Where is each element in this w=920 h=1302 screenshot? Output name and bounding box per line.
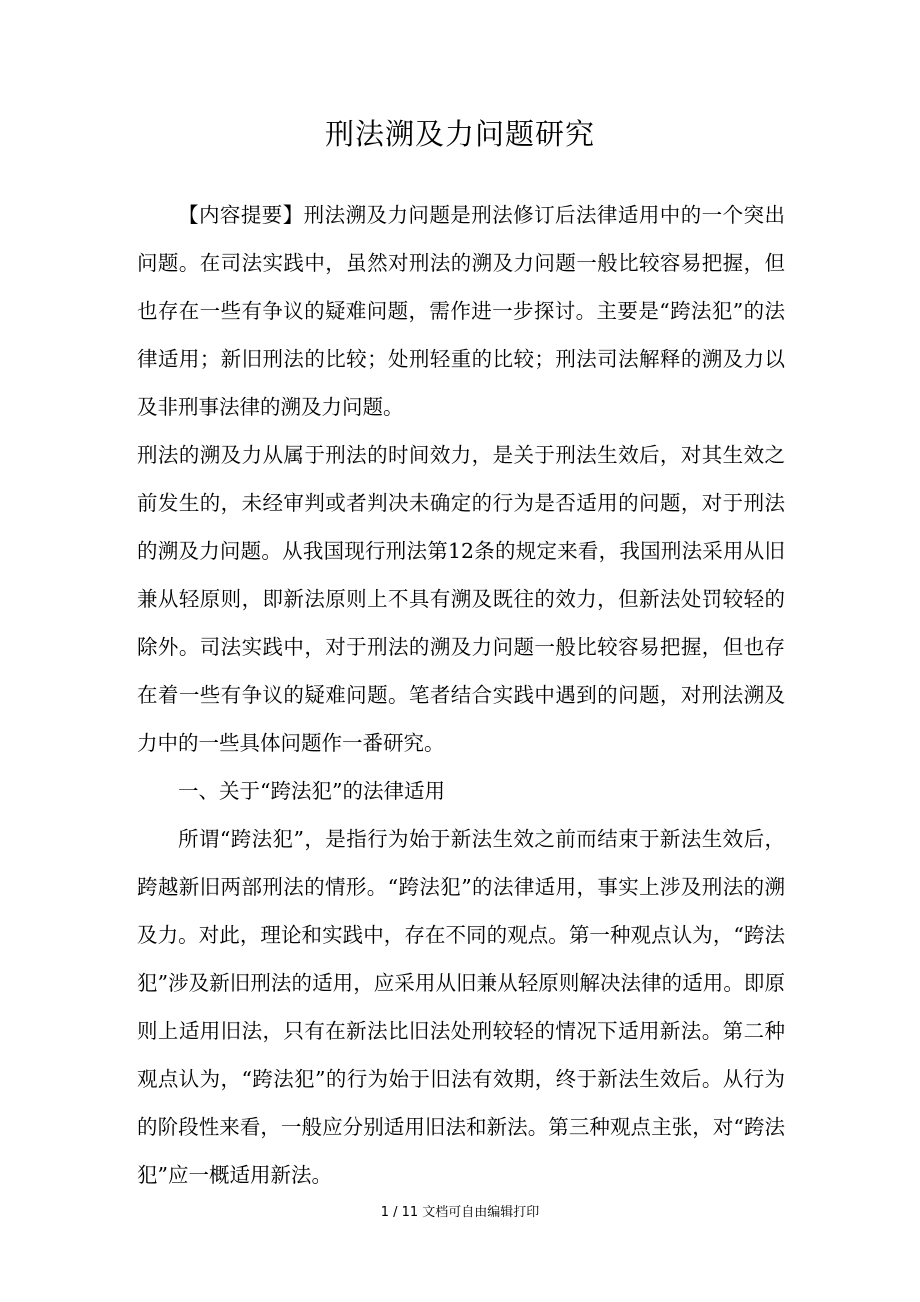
- page-footer: 1 / 11 文档可自由编辑打印: [380, 1205, 540, 1220]
- section-heading: 一、关于“跨法犯”的法律适用: [178, 779, 445, 803]
- section-paragraph: 所谓“跨法犯”，是指行为始于新法生效之前而结束于新法生效后，跨越新旧两部刑法的情形。“跨法犯”的法律适用，事实上涉及刑法的溯及力。对此，理论和实践中，存在不同的观点。第一种观点认为，“跨法犯”涉及新旧刑法的适用，应采用从旧兼从轻原则解决法律的适用。即原则上适用旧法，只有在新法比旧法处刑较轻的情况下适用新法。第二种观点认为，“跨法犯”的行为始于旧法有效期，终于新法生效后。从行为的阶段性来看，一般应分别适用旧法和新法。第三种观点主张，对“跨法犯”应一概适用新法。: [137, 827, 785, 1187]
- abstract-paragraph: 【内容提要】刑法溯及力问题是刑法修订后法律适用中的一个突出问题。在司法实践中，虽然对刑法的溯及力问题一般比较容易把握，但也存在一些有争议的疑难问题，需作进一步探讨。主要是“跨法犯”的法律适用；新旧刑法的比较；处刑轻重的比较；刑法司法解释的溯及力以及非刑事法律的溯及力问题。: [137, 203, 785, 419]
- document-title: 刑法溯及力问题研究: [324, 117, 595, 151]
- intro-paragraph: 刑法的溯及力从属于刑法的时间效力，是关于刑法生效后，对其生效之前发生的，未经审判或者判决未确定的行为是否适用的问题，对于刑法的溯及力问题。从我国现行刑法第12条的规定来看，我国刑法采用从旧兼从轻原则，即新法原则上不具有溯及既往的效力，但新法处罚较轻的除外。司法实践中，对于刑法的溯及力问题一般比较容易把握，但也存在着一些有争议的疑难问题。笔者结合实践中遇到的问题，对刑法溯及力中的一些具体问题作一番研究。: [137, 443, 785, 755]
